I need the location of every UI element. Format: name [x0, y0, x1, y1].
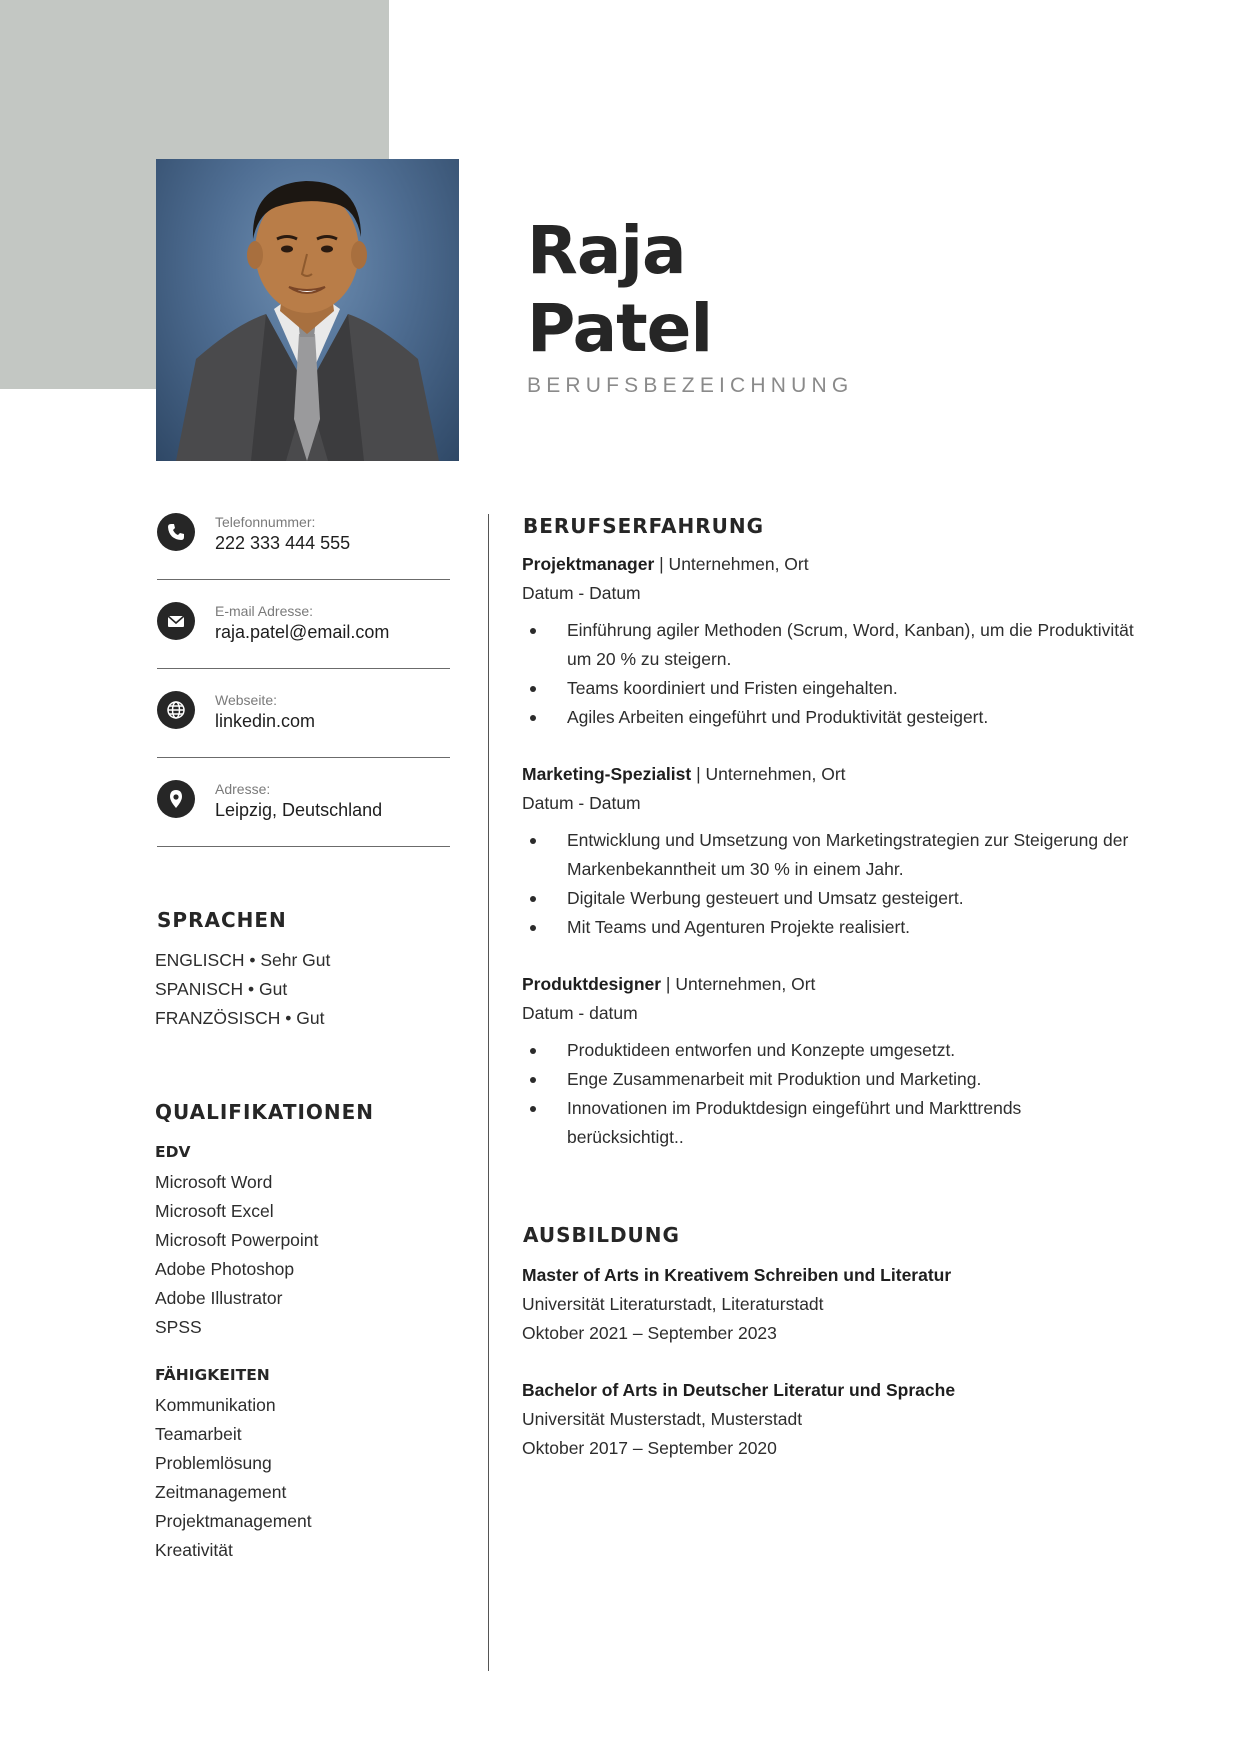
skill-item: Problemlösung	[155, 1453, 272, 1473]
job-company: | Unternehmen, Ort	[661, 974, 816, 994]
education-title: AUSBILDUNG	[523, 1223, 680, 1247]
job-position: Marketing-Spezialist	[522, 764, 692, 784]
language-item: ENGLISCH • Sehr Gut	[155, 950, 331, 970]
job-bullet: Teams koordiniert und Fristen eingehalten.	[522, 674, 1142, 703]
skill-item: Teamarbeit	[155, 1424, 242, 1444]
job-bullets	[522, 616, 1142, 732]
name-heading	[527, 212, 712, 368]
education-degree: Bachelor of Arts in Deutscher Literatur und Sprache	[522, 1380, 956, 1400]
language-item: SPANISCH • Gut	[155, 979, 288, 999]
phone-icon	[157, 513, 195, 551]
job-head	[522, 760, 1142, 789]
edv-item: Adobe Photoshop	[155, 1259, 295, 1279]
email-value[interactable]: raja.patel@email.com	[215, 622, 390, 642]
edv-item: Microsoft Excel	[155, 1201, 274, 1221]
address-value: Leipzig, Deutschland	[215, 800, 383, 820]
job-bullets	[522, 1036, 1142, 1152]
job-bullet: Entwicklung und Umsetzung von Marketingstrategien zur Steigerung der Markenbekanntheit um 30 % in einem Jahr.	[522, 826, 1142, 884]
job-entry	[522, 550, 1142, 732]
job-title: BERUFSBEZEICHNUNG	[527, 374, 854, 397]
skill-item: Projektmanagement	[155, 1511, 312, 1531]
job-bullet: Einführung agiler Methoden (Scrum, Word, Kanban), um die Produktivität um 20 % zu steigern.	[522, 616, 1142, 674]
profile-photo	[156, 159, 459, 461]
edv-item: Microsoft Powerpoint	[155, 1230, 319, 1250]
edv-list	[155, 1168, 318, 1342]
job-entry	[522, 760, 1142, 942]
edv-item: Microsoft Word	[155, 1172, 273, 1192]
job-bullet: Produktideen entworfen und Konzepte umgesetzt.	[522, 1036, 1142, 1065]
job-bullet: Innovationen im Produktdesign eingeführt und Markttrends berücksichtigt..	[522, 1094, 1142, 1152]
language-item: FRANZÖSISCH • Gut	[155, 1008, 325, 1028]
address-label: Adresse:	[215, 781, 271, 797]
contact-email	[157, 602, 450, 690]
column-divider	[488, 514, 489, 1671]
job-bullet: Agiles Arbeiten eingeführt und Produktivität gesteigert.	[522, 703, 1142, 732]
edv-subtitle: EDV	[155, 1143, 191, 1161]
education-entry	[522, 1261, 1142, 1348]
job-head	[522, 970, 1142, 999]
skills-list	[155, 1391, 312, 1565]
job-bullet: Mit Teams und Agenturen Projekte realisiert.	[522, 913, 1142, 942]
education-school: Universität Literaturstadt, Literaturstadt	[522, 1294, 824, 1314]
contact-divider	[157, 757, 450, 758]
website-value[interactable]: linkedin.com	[215, 711, 316, 731]
job-position: Projektmanager	[522, 554, 655, 574]
experience-title: BERUFSERFAHRUNG	[523, 514, 765, 538]
languages-title: SPRACHEN	[157, 908, 287, 932]
contact-divider	[157, 846, 450, 847]
location-pin-icon	[157, 780, 195, 818]
job-date: Datum - Datum	[522, 793, 641, 813]
job-company: | Unternehmen, Ort	[654, 554, 809, 574]
job-bullets	[522, 826, 1142, 942]
education-degree: Master of Arts in Kreativem Schreiben und Literatur	[522, 1265, 952, 1285]
phone-value[interactable]: 222 333 444 555	[215, 533, 351, 553]
education-period: Oktober 2021 – September 2023	[522, 1323, 777, 1343]
job-head	[522, 550, 1142, 579]
contact-website	[157, 691, 450, 779]
contact-divider	[157, 668, 450, 669]
contact-phone	[157, 513, 450, 601]
languages-list	[155, 946, 330, 1033]
first-name: Raja	[527, 212, 686, 289]
portrait-illustration	[156, 159, 459, 461]
job-company: | Unternehmen, Ort	[691, 764, 846, 784]
contact-divider	[157, 579, 450, 580]
edv-item: SPSS	[155, 1317, 202, 1337]
skill-item: Zeitmanagement	[155, 1482, 287, 1502]
skills-subtitle: FÄHIGKEITEN	[155, 1366, 270, 1384]
mail-icon	[157, 602, 195, 640]
job-entry	[522, 970, 1142, 1152]
phone-label: Telefonnummer:	[215, 514, 316, 530]
job-bullet: Enge Zusammenarbeit mit Produktion und Marketing.	[522, 1065, 1142, 1094]
website-label: Webseite:	[215, 692, 277, 708]
last-name: Patel	[527, 290, 713, 367]
skill-item: Kommunikation	[155, 1395, 276, 1415]
globe-icon	[157, 691, 195, 729]
job-bullet: Digitale Werbung gesteuert und Umsatz gesteigert.	[522, 884, 1142, 913]
job-position: Produktdesigner	[522, 974, 662, 994]
contact-address	[157, 780, 450, 868]
qualifications-title: QUALIFIKATIONEN	[155, 1100, 375, 1124]
job-date: Datum - Datum	[522, 583, 641, 603]
education-period: Oktober 2017 – September 2020	[522, 1438, 777, 1458]
edv-item: Adobe Illustrator	[155, 1288, 283, 1308]
skill-item: Kreativität	[155, 1540, 233, 1560]
email-label: E-mail Adresse:	[215, 603, 314, 619]
job-date: Datum - datum	[522, 1003, 638, 1023]
education-entry	[522, 1376, 1142, 1463]
education-school: Universität Musterstadt, Musterstadt	[522, 1409, 803, 1429]
